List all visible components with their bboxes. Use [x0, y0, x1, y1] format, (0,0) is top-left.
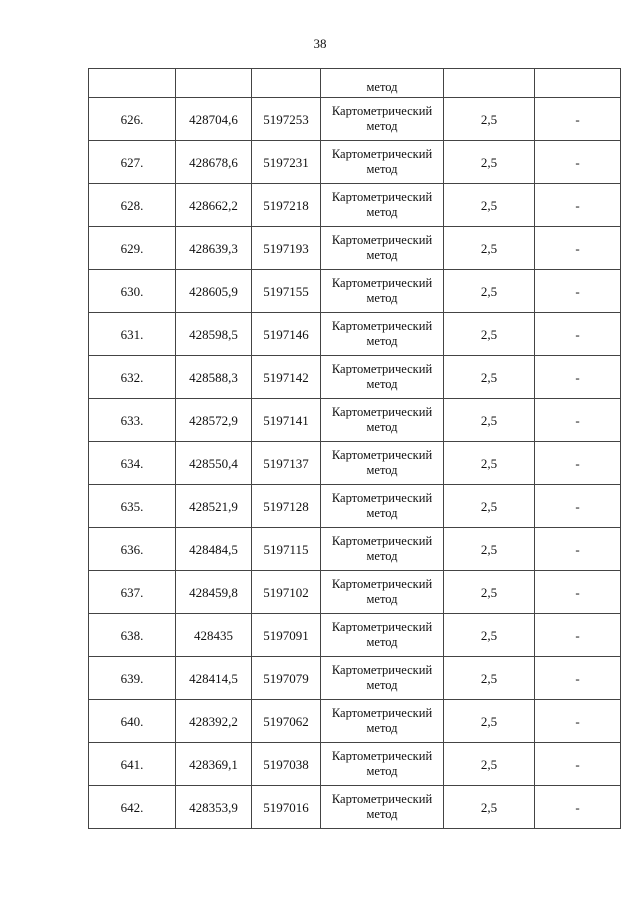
method-line: Картометрический [331, 663, 433, 677]
note-cell: - [535, 657, 621, 700]
note-cell: - [535, 270, 621, 313]
note-cell: - [535, 614, 621, 657]
table-row [89, 614, 621, 657]
accuracy-cell: 2,5 [444, 657, 535, 700]
point-number-cell: 630. [89, 270, 176, 313]
table-row [89, 528, 621, 571]
method-cell [321, 743, 444, 786]
accuracy-cell: 2,5 [444, 614, 535, 657]
method-line: метод [366, 205, 398, 219]
y-coordinate-cell: 5197038 [252, 743, 321, 786]
method-cell [321, 571, 444, 614]
x-coordinate-cell: 428572,9 [176, 399, 252, 442]
y-coordinate-cell: 5197102 [252, 571, 321, 614]
y-coordinate-cell: 5197062 [252, 700, 321, 743]
point-number-cell: 635. [89, 485, 176, 528]
note-cell: - [535, 700, 621, 743]
accuracy-cell: 2,5 [444, 356, 535, 399]
note-cell: - [535, 528, 621, 571]
x-coordinate-cell: 428484,5 [176, 528, 252, 571]
method-cell [321, 528, 444, 571]
table-row [89, 141, 621, 184]
table-row [89, 442, 621, 485]
note-cell: - [535, 98, 621, 141]
point-number-cell: 633. [89, 399, 176, 442]
table-row [89, 657, 621, 700]
y-coordinate-cell: 5197155 [252, 270, 321, 313]
table-row [89, 571, 621, 614]
note-cell: - [535, 356, 621, 399]
point-number-cell: 636. [89, 528, 176, 571]
y-coordinate-cell: 5197218 [252, 184, 321, 227]
method-cell [321, 614, 444, 657]
method-cell: метод [321, 69, 444, 98]
method-line: Картометрический [331, 276, 433, 290]
point-number-cell: 639. [89, 657, 176, 700]
method-line: Картометрический [331, 362, 433, 376]
method-cell [321, 485, 444, 528]
note-cell: - [535, 313, 621, 356]
method-cell [321, 227, 444, 270]
method-line: метод [366, 420, 398, 434]
method-cell [321, 700, 444, 743]
table-row [89, 98, 621, 141]
note-cell: - [535, 571, 621, 614]
point-number-cell: 631. [89, 313, 176, 356]
method-cell [321, 98, 444, 141]
x-coordinate-cell: 428435 [176, 614, 252, 657]
x-coordinate-cell: 428662,2 [176, 184, 252, 227]
accuracy-cell: 2,5 [444, 141, 535, 184]
point-number-cell: 640. [89, 700, 176, 743]
coordinates-table [88, 68, 621, 829]
method-line: метод [366, 291, 398, 305]
method-line: Картометрический [331, 491, 433, 505]
x-coordinate-cell: 428704,6 [176, 98, 252, 141]
accuracy-cell: 2,5 [444, 184, 535, 227]
method-line: метод [366, 678, 398, 692]
table-row [89, 184, 621, 227]
method-line: метод [366, 635, 398, 649]
method-cell [321, 313, 444, 356]
method-line: Картометрический [331, 706, 433, 720]
method-line: метод [366, 119, 398, 133]
method-line: метод [366, 463, 398, 477]
method-cell [321, 657, 444, 700]
method-line: Картометрический [331, 405, 433, 419]
note-cell: - [535, 141, 621, 184]
y-coordinate-cell: 5197231 [252, 141, 321, 184]
continued-row [89, 69, 621, 98]
table-row [89, 786, 621, 829]
y-coordinate-cell: 5197253 [252, 98, 321, 141]
y-coordinate-cell: 5197091 [252, 614, 321, 657]
y-coordinate-cell: 5197016 [252, 786, 321, 829]
y-coordinate-cell: 5197146 [252, 313, 321, 356]
method-line: Картометрический [331, 577, 433, 591]
accuracy-cell: 2,5 [444, 227, 535, 270]
table-row [89, 399, 621, 442]
table-body [89, 69, 621, 829]
method-line: метод [366, 592, 398, 606]
note-cell: - [535, 227, 621, 270]
table-row [89, 270, 621, 313]
method-line: метод [366, 377, 398, 391]
accuracy-cell: 2,5 [444, 571, 535, 614]
accuracy-cell: 2,5 [444, 270, 535, 313]
x-coordinate-cell: 428588,3 [176, 356, 252, 399]
method-cell [321, 786, 444, 829]
method-line: Картометрический [331, 233, 433, 247]
point-number-cell: 628. [89, 184, 176, 227]
y-coordinate-cell [252, 69, 321, 98]
method-line: метод [366, 764, 398, 778]
point-number-cell: 642. [89, 786, 176, 829]
method-cell [321, 141, 444, 184]
point-number-cell [89, 69, 176, 98]
accuracy-cell: 2,5 [444, 743, 535, 786]
table-row [89, 743, 621, 786]
method-cell [321, 442, 444, 485]
accuracy-cell [444, 69, 535, 98]
method-line: Картометрический [331, 190, 433, 204]
y-coordinate-cell: 5197128 [252, 485, 321, 528]
method-line: метод [366, 549, 398, 563]
y-coordinate-cell: 5197141 [252, 399, 321, 442]
note-cell: - [535, 184, 621, 227]
accuracy-cell: 2,5 [444, 399, 535, 442]
accuracy-cell: 2,5 [444, 786, 535, 829]
method-cell [321, 184, 444, 227]
method-cell [321, 270, 444, 313]
x-coordinate-cell [176, 69, 252, 98]
note-cell: - [535, 442, 621, 485]
note-cell: - [535, 485, 621, 528]
x-coordinate-cell: 428639,3 [176, 227, 252, 270]
method-line: метод [366, 248, 398, 262]
method-cell [321, 356, 444, 399]
table-row [89, 227, 621, 270]
note-cell: - [535, 399, 621, 442]
x-coordinate-cell: 428369,1 [176, 743, 252, 786]
y-coordinate-cell: 5197193 [252, 227, 321, 270]
x-coordinate-cell: 428353,9 [176, 786, 252, 829]
method-line: Картометрический [331, 104, 433, 118]
page-number: 38 [313, 36, 327, 51]
point-number-cell: 626. [89, 98, 176, 141]
point-number-cell: 627. [89, 141, 176, 184]
table-row [89, 485, 621, 528]
note-cell: - [535, 786, 621, 829]
point-number-cell: 629. [89, 227, 176, 270]
method-line: Картометрический [331, 147, 433, 161]
method-line: метод [366, 807, 398, 821]
point-number-cell: 632. [89, 356, 176, 399]
method-line: Картометрический [331, 620, 433, 634]
point-number-cell: 634. [89, 442, 176, 485]
x-coordinate-cell: 428598,5 [176, 313, 252, 356]
point-number-cell: 638. [89, 614, 176, 657]
method-line: Картометрический [331, 792, 433, 806]
method-line: метод [366, 334, 398, 348]
method-line: метод [366, 506, 398, 520]
table-row [89, 356, 621, 399]
note-cell [535, 69, 621, 98]
point-number-cell: 637. [89, 571, 176, 614]
table-row [89, 700, 621, 743]
table-row [89, 313, 621, 356]
x-coordinate-cell: 428459,8 [176, 571, 252, 614]
accuracy-cell: 2,5 [444, 442, 535, 485]
x-coordinate-cell: 428392,2 [176, 700, 252, 743]
point-number-cell: 641. [89, 743, 176, 786]
x-coordinate-cell: 428678,6 [176, 141, 252, 184]
accuracy-cell: 2,5 [444, 528, 535, 571]
accuracy-cell: 2,5 [444, 313, 535, 356]
note-cell: - [535, 743, 621, 786]
method-line: метод [366, 721, 398, 735]
y-coordinate-cell: 5197079 [252, 657, 321, 700]
x-coordinate-cell: 428521,9 [176, 485, 252, 528]
y-coordinate-cell: 5197142 [252, 356, 321, 399]
x-coordinate-cell: 428414,5 [176, 657, 252, 700]
x-coordinate-cell: 428550,4 [176, 442, 252, 485]
method-line: Картометрический [331, 319, 433, 333]
y-coordinate-cell: 5197137 [252, 442, 321, 485]
y-coordinate-cell: 5197115 [252, 528, 321, 571]
accuracy-cell: 2,5 [444, 700, 535, 743]
accuracy-cell: 2,5 [444, 485, 535, 528]
method-line: Картометрический [331, 749, 433, 763]
method-cell [321, 399, 444, 442]
x-coordinate-cell: 428605,9 [176, 270, 252, 313]
method-line: Картометрический [331, 534, 433, 548]
method-line: Картометрический [331, 448, 433, 462]
accuracy-cell: 2,5 [444, 98, 535, 141]
method-line: метод [366, 162, 398, 176]
